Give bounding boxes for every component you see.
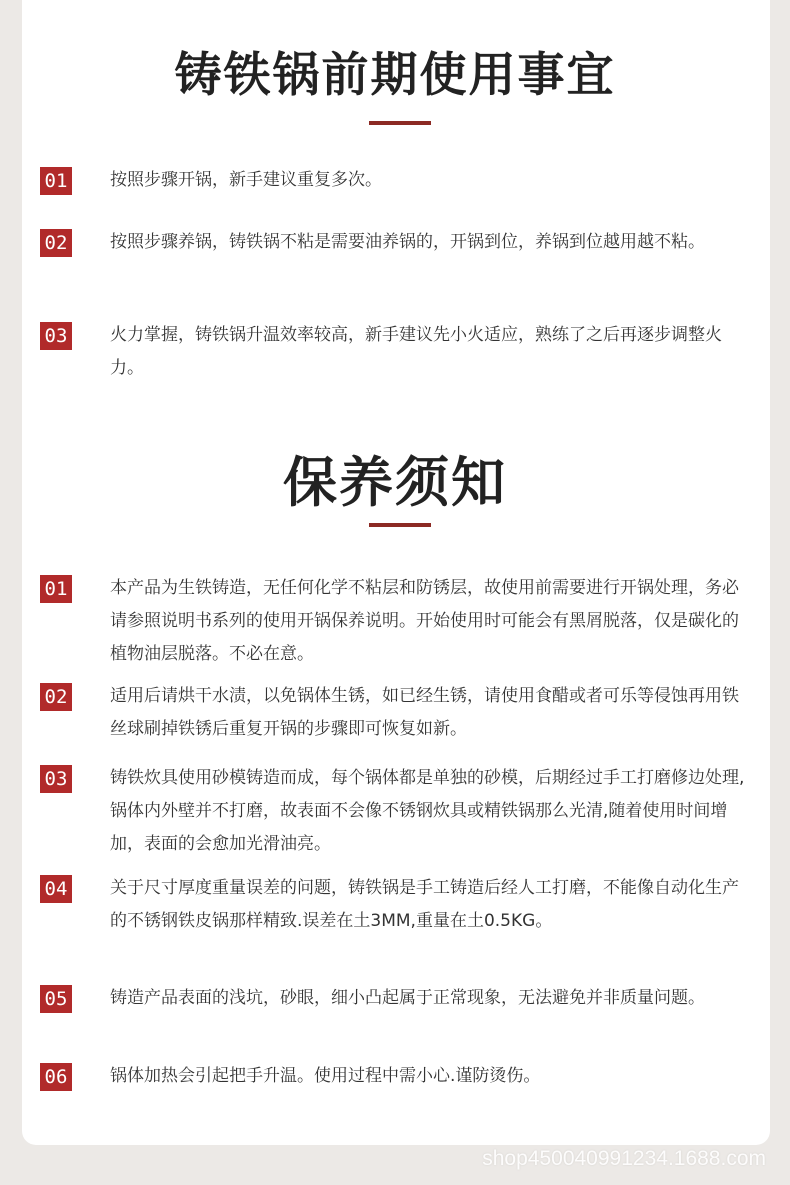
number-badge: 03	[40, 322, 72, 350]
item-text: 铸造产品表面的浅坑，砂眼，细小凸起属于正常现象，无法避免并非质量问题。	[110, 988, 705, 1008]
item-text: 锅体加热会引起把手升温。使用过程中需小心.谨防烫伤。	[110, 1066, 541, 1086]
number-badge: 06	[40, 1063, 72, 1091]
item-text: 火力掌握，铸铁锅升温效率较高，新手建议先小火适应，熟练了之后再逐步调整火力。	[110, 325, 722, 378]
number-badge: 01	[40, 167, 72, 195]
item-text: 本产品为生铁铸造，无任何化学不粘层和防锈层，故使用前需要进行开锅处理，务必请参照说明书系列的使用开锅保养说明。开始使用时可能会有黑屑脱落，仅是碳化的植物油层脱落。不必在意。	[110, 578, 739, 664]
number-badge: 01	[40, 575, 72, 603]
item-text: 按照步骤开锅，新手建议重复多次。	[110, 170, 382, 190]
item-text: 按照步骤养锅，铸铁锅不粘是需要油养锅的，开锅到位，养锅到位越用越不粘。	[110, 232, 705, 252]
number-badge: 04	[40, 875, 72, 903]
number-badge: 03	[40, 765, 72, 793]
number-badge: 02	[40, 229, 72, 257]
number-badge: 02	[40, 683, 72, 711]
title-underline	[369, 523, 431, 527]
item-text: 适用后请烘干水渍，以免锅体生锈，如已经生锈，请使用食醋或者可乐等侵蚀再用铁丝球刷掉铁锈后重复开锅的步骤即可恢复如新。	[110, 686, 739, 739]
shop-watermark: shop450040991234.1688.com	[482, 1147, 766, 1170]
section2-title: 保养须知	[283, 450, 507, 514]
number-badge: 05	[40, 985, 72, 1013]
title-underline	[369, 121, 431, 125]
item-text: 关于尺寸厚度重量误差的问题，铸铁锅是手工铸造后经人工打磨，不能像自动化生产的不锈钢铁皮锅那样精致.误差在土3MM,重量在土0.5KG。	[110, 878, 739, 931]
item-text: 铸铁炊具使用砂模铸造而成，每个锅体都是单独的砂模，后期经过手工打磨修边处理,锅体内外壁并不打磨，故表面不会像不锈钢炊具或精铁锅那么光清,随着使用时间增加，表面的会愈加光滑油亮。	[110, 768, 745, 854]
section1-title: 铸铁锅前期使用事宜	[174, 48, 616, 103]
